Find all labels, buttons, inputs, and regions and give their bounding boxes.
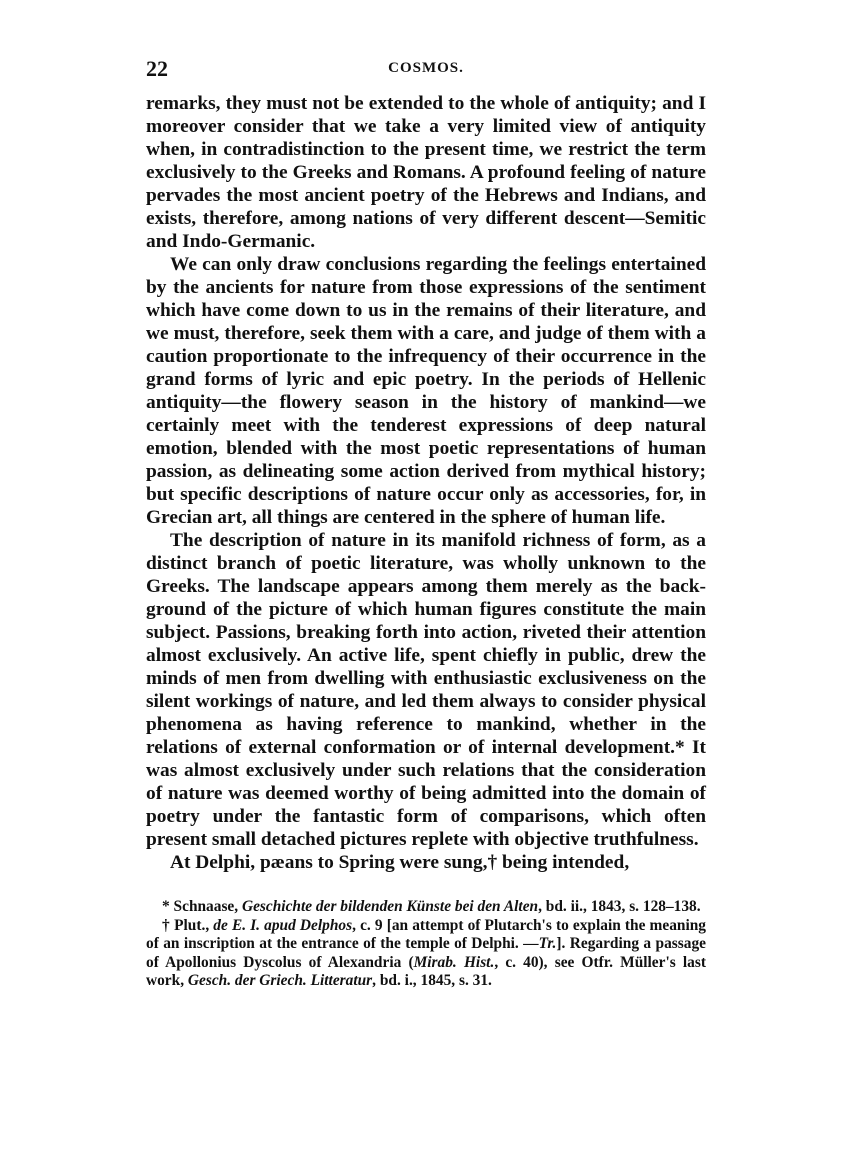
footnotes: [146, 898, 706, 991]
paragraph: We can only draw conclusions regarding the feelings entertained by the ancients for nature from those expressions of the sentiment which have come down to us in the remains of their literature, and we must, therefore, seek them with a care, and judge of them with a caution proportionate to the infrequency of their occurrence in the grand forms of lyric and epic poetry. In the periods of Hellenic antiquity—the flowery season in the history of mankind—we certainly meet with the tenderest expressions of deep natural emotion, blended with the most poetic representations of human passion, as delineating some action derived from mythical history; but specific descriptions of nature occur only as accessories, for, in Grecian art, all things are centered in the sphere of human life.: [146, 254, 706, 528]
footnote-mark: †: [162, 916, 175, 934]
footnote-author: Plut.,: [174, 916, 214, 934]
footnote-mark: *: [162, 898, 174, 915]
footnote-text: ]. Regarding a passage of Apollonius Dyscolus of Alexandria (: [146, 935, 706, 971]
book-page: [146, 50, 706, 991]
page-number: 22: [146, 56, 168, 81]
footnote-text: , bd. i., 1845, s. 31.: [372, 972, 492, 989]
footnote-1: [146, 898, 706, 917]
footnote-text: , c. 40), see Otfr. Müller's last work,: [146, 953, 706, 989]
cited-work: Gesch. der Griech. Litteratur: [187, 972, 373, 989]
translator-mark: Tr.: [538, 935, 557, 952]
footnote-text: , bd. ii., 1843, s. 128–138.: [538, 898, 701, 915]
paragraph: At Delphi, pæans to Spring were sung,† being intended,: [170, 852, 630, 873]
footnote-2: [146, 917, 706, 991]
running-title: COSMOS.: [388, 60, 464, 76]
paragraph: remarks, they must not be extended to the whole of antiquity; and I moreover consider that we take a very limited view of antiquity when, in contradistinction to the present time, we restrict the term exclusively to the Greeks and Romans. A profound feeling of nature pervades the most ancient poetry of the Hebrews and Indians, and exists, therefore, among nations of very different descent—Semitic and Indo-Germanic.: [146, 93, 706, 252]
footnote-title: de E. I. apud Delphos: [213, 916, 353, 934]
main-text: [146, 92, 706, 874]
page-header: [146, 50, 706, 92]
footnote-title: Geschichte der bildenden Künste bei den Alten: [241, 898, 539, 915]
paragraph: The description of nature in its manifold richness of form, as a distinct branch of poetic literature, was wholly unknown to the Greeks. The landscape appears among them merely as the back-ground of the picture of which human figures constitute the main subject. Passions, breaking forth into action, riveted their attention almost exclusively. An active life, spent chiefly in public, drew the minds of men from dwelling with enthusiastic exclusiveness on the silent workings of nature, and led them always to consider physical phenomena as having reference to mankind, whether in the relations of external conformation or of internal development.* It was almost exclusively under such relations that the consideration of nature was deemed worthy of being admitted into the domain of poetry under the fantastic form of comparisons, which often present small detached pictures replete with objective truthfulness.: [146, 530, 706, 850]
footnote-author: Schnaase,: [173, 898, 242, 915]
cited-work: Mirab. Hist.: [413, 953, 495, 971]
footnote-text: , c. 9 [an attempt of Plutarch's to explain the meaning of an inscription at the entrance of the temple of Delphi. —: [146, 916, 706, 952]
